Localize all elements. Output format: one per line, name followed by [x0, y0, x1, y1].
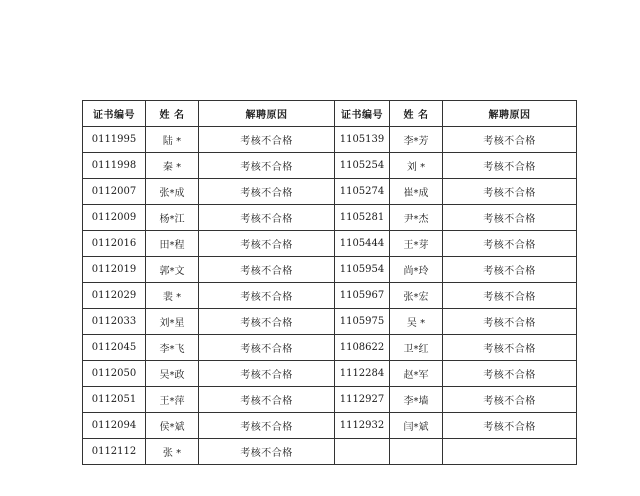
name-cell: 李*芳: [390, 127, 443, 153]
name-cell: [390, 439, 443, 465]
name-cell: 崔*成: [390, 179, 443, 205]
cert-number-cell: 0112033: [83, 309, 146, 335]
table-row: [83, 205, 577, 231]
name-cell: 侯*斌: [146, 413, 199, 439]
name-cell: 李*墙: [390, 387, 443, 413]
header-reason-2: 解聘原因: [443, 101, 577, 127]
reason-cell: 考核不合格: [199, 257, 335, 283]
reason-cell: 考核不合格: [199, 413, 335, 439]
table-body: [83, 127, 577, 465]
table-row: [83, 439, 577, 465]
name-cell: 卫*红: [390, 335, 443, 361]
name-cell: 杨*江: [146, 205, 199, 231]
reason-cell: 考核不合格: [199, 439, 335, 465]
reason-cell: 考核不合格: [199, 387, 335, 413]
table-row: [83, 413, 577, 439]
name-cell: 刘 *: [390, 153, 443, 179]
reason-cell: 考核不合格: [199, 283, 335, 309]
reason-cell: 考核不合格: [199, 335, 335, 361]
cert-number-cell: [335, 439, 390, 465]
reason-cell: 考核不合格: [443, 231, 577, 257]
table-row: [83, 309, 577, 335]
table-row: [83, 231, 577, 257]
header-row: [83, 101, 577, 127]
reason-cell: 考核不合格: [443, 179, 577, 205]
name-cell: 尹*杰: [390, 205, 443, 231]
reason-cell: 考核不合格: [199, 309, 335, 335]
cert-number-cell: 0112009: [83, 205, 146, 231]
cert-number-cell: 0112094: [83, 413, 146, 439]
reason-cell: 考核不合格: [199, 179, 335, 205]
table-row: [83, 153, 577, 179]
table-row: [83, 361, 577, 387]
cert-number-cell: 0112019: [83, 257, 146, 283]
name-cell: 陆 *: [146, 127, 199, 153]
name-cell: 吴*政: [146, 361, 199, 387]
cert-number-cell: 1105281: [335, 205, 390, 231]
reason-cell: 考核不合格: [443, 361, 577, 387]
cert-number-cell: 1105139: [335, 127, 390, 153]
reason-cell: 考核不合格: [443, 387, 577, 413]
reason-cell: 考核不合格: [443, 153, 577, 179]
cert-number-cell: 1105254: [335, 153, 390, 179]
name-cell: 闫*斌: [390, 413, 443, 439]
reason-cell: 考核不合格: [443, 309, 577, 335]
cert-number-cell: 0112112: [83, 439, 146, 465]
name-cell: 秦 *: [146, 153, 199, 179]
name-cell: 吴 *: [390, 309, 443, 335]
header-reason: 解聘原因: [199, 101, 335, 127]
cert-number-cell: 1112927: [335, 387, 390, 413]
name-cell: 田*程: [146, 231, 199, 257]
cert-number-cell: 0112050: [83, 361, 146, 387]
cert-number-cell: 0112029: [83, 283, 146, 309]
cert-number-cell: 0112051: [83, 387, 146, 413]
header-name: 姓 名: [146, 101, 199, 127]
table-row: [83, 335, 577, 361]
name-cell: 赵*军: [390, 361, 443, 387]
header-cert-number-2: 证书编号: [335, 101, 390, 127]
name-cell: 王*芽: [390, 231, 443, 257]
name-cell: 尚*玲: [390, 257, 443, 283]
reason-cell: 考核不合格: [199, 205, 335, 231]
reason-cell: 考核不合格: [443, 205, 577, 231]
name-cell: 张*成: [146, 179, 199, 205]
name-cell: 郭*文: [146, 257, 199, 283]
reason-cell: 考核不合格: [443, 413, 577, 439]
header-name-2: 姓 名: [390, 101, 443, 127]
cert-number-cell: 1105444: [335, 231, 390, 257]
table-row: [83, 257, 577, 283]
cert-number-cell: 1105975: [335, 309, 390, 335]
reason-cell: 考核不合格: [199, 231, 335, 257]
cert-number-cell: 1112284: [335, 361, 390, 387]
name-cell: 张 *: [146, 439, 199, 465]
cert-number-cell: 1105967: [335, 283, 390, 309]
reason-cell: 考核不合格: [443, 257, 577, 283]
table-row: [83, 387, 577, 413]
table-row: [83, 127, 577, 153]
reason-cell: 考核不合格: [443, 283, 577, 309]
cert-number-cell: 1108622: [335, 335, 390, 361]
reason-cell: 考核不合格: [443, 127, 577, 153]
reason-cell: 考核不合格: [199, 153, 335, 179]
dismissal-table: [82, 100, 577, 465]
header-cert-number: 证书编号: [83, 101, 146, 127]
cert-number-cell: 0111998: [83, 153, 146, 179]
cert-number-cell: 1105274: [335, 179, 390, 205]
cert-number-cell: 0112045: [83, 335, 146, 361]
name-cell: 裴 *: [146, 283, 199, 309]
cert-number-cell: 1105954: [335, 257, 390, 283]
cert-number-cell: 0111995: [83, 127, 146, 153]
cert-number-cell: 0112007: [83, 179, 146, 205]
reason-cell: 考核不合格: [199, 361, 335, 387]
cert-number-cell: 0112016: [83, 231, 146, 257]
name-cell: 王*萍: [146, 387, 199, 413]
reason-cell: 考核不合格: [443, 335, 577, 361]
name-cell: 刘*星: [146, 309, 199, 335]
reason-cell: 考核不合格: [199, 127, 335, 153]
cert-number-cell: 1112932: [335, 413, 390, 439]
name-cell: 张*宏: [390, 283, 443, 309]
table-row: [83, 283, 577, 309]
name-cell: 李*飞: [146, 335, 199, 361]
reason-cell: [443, 439, 577, 465]
table-row: [83, 179, 577, 205]
